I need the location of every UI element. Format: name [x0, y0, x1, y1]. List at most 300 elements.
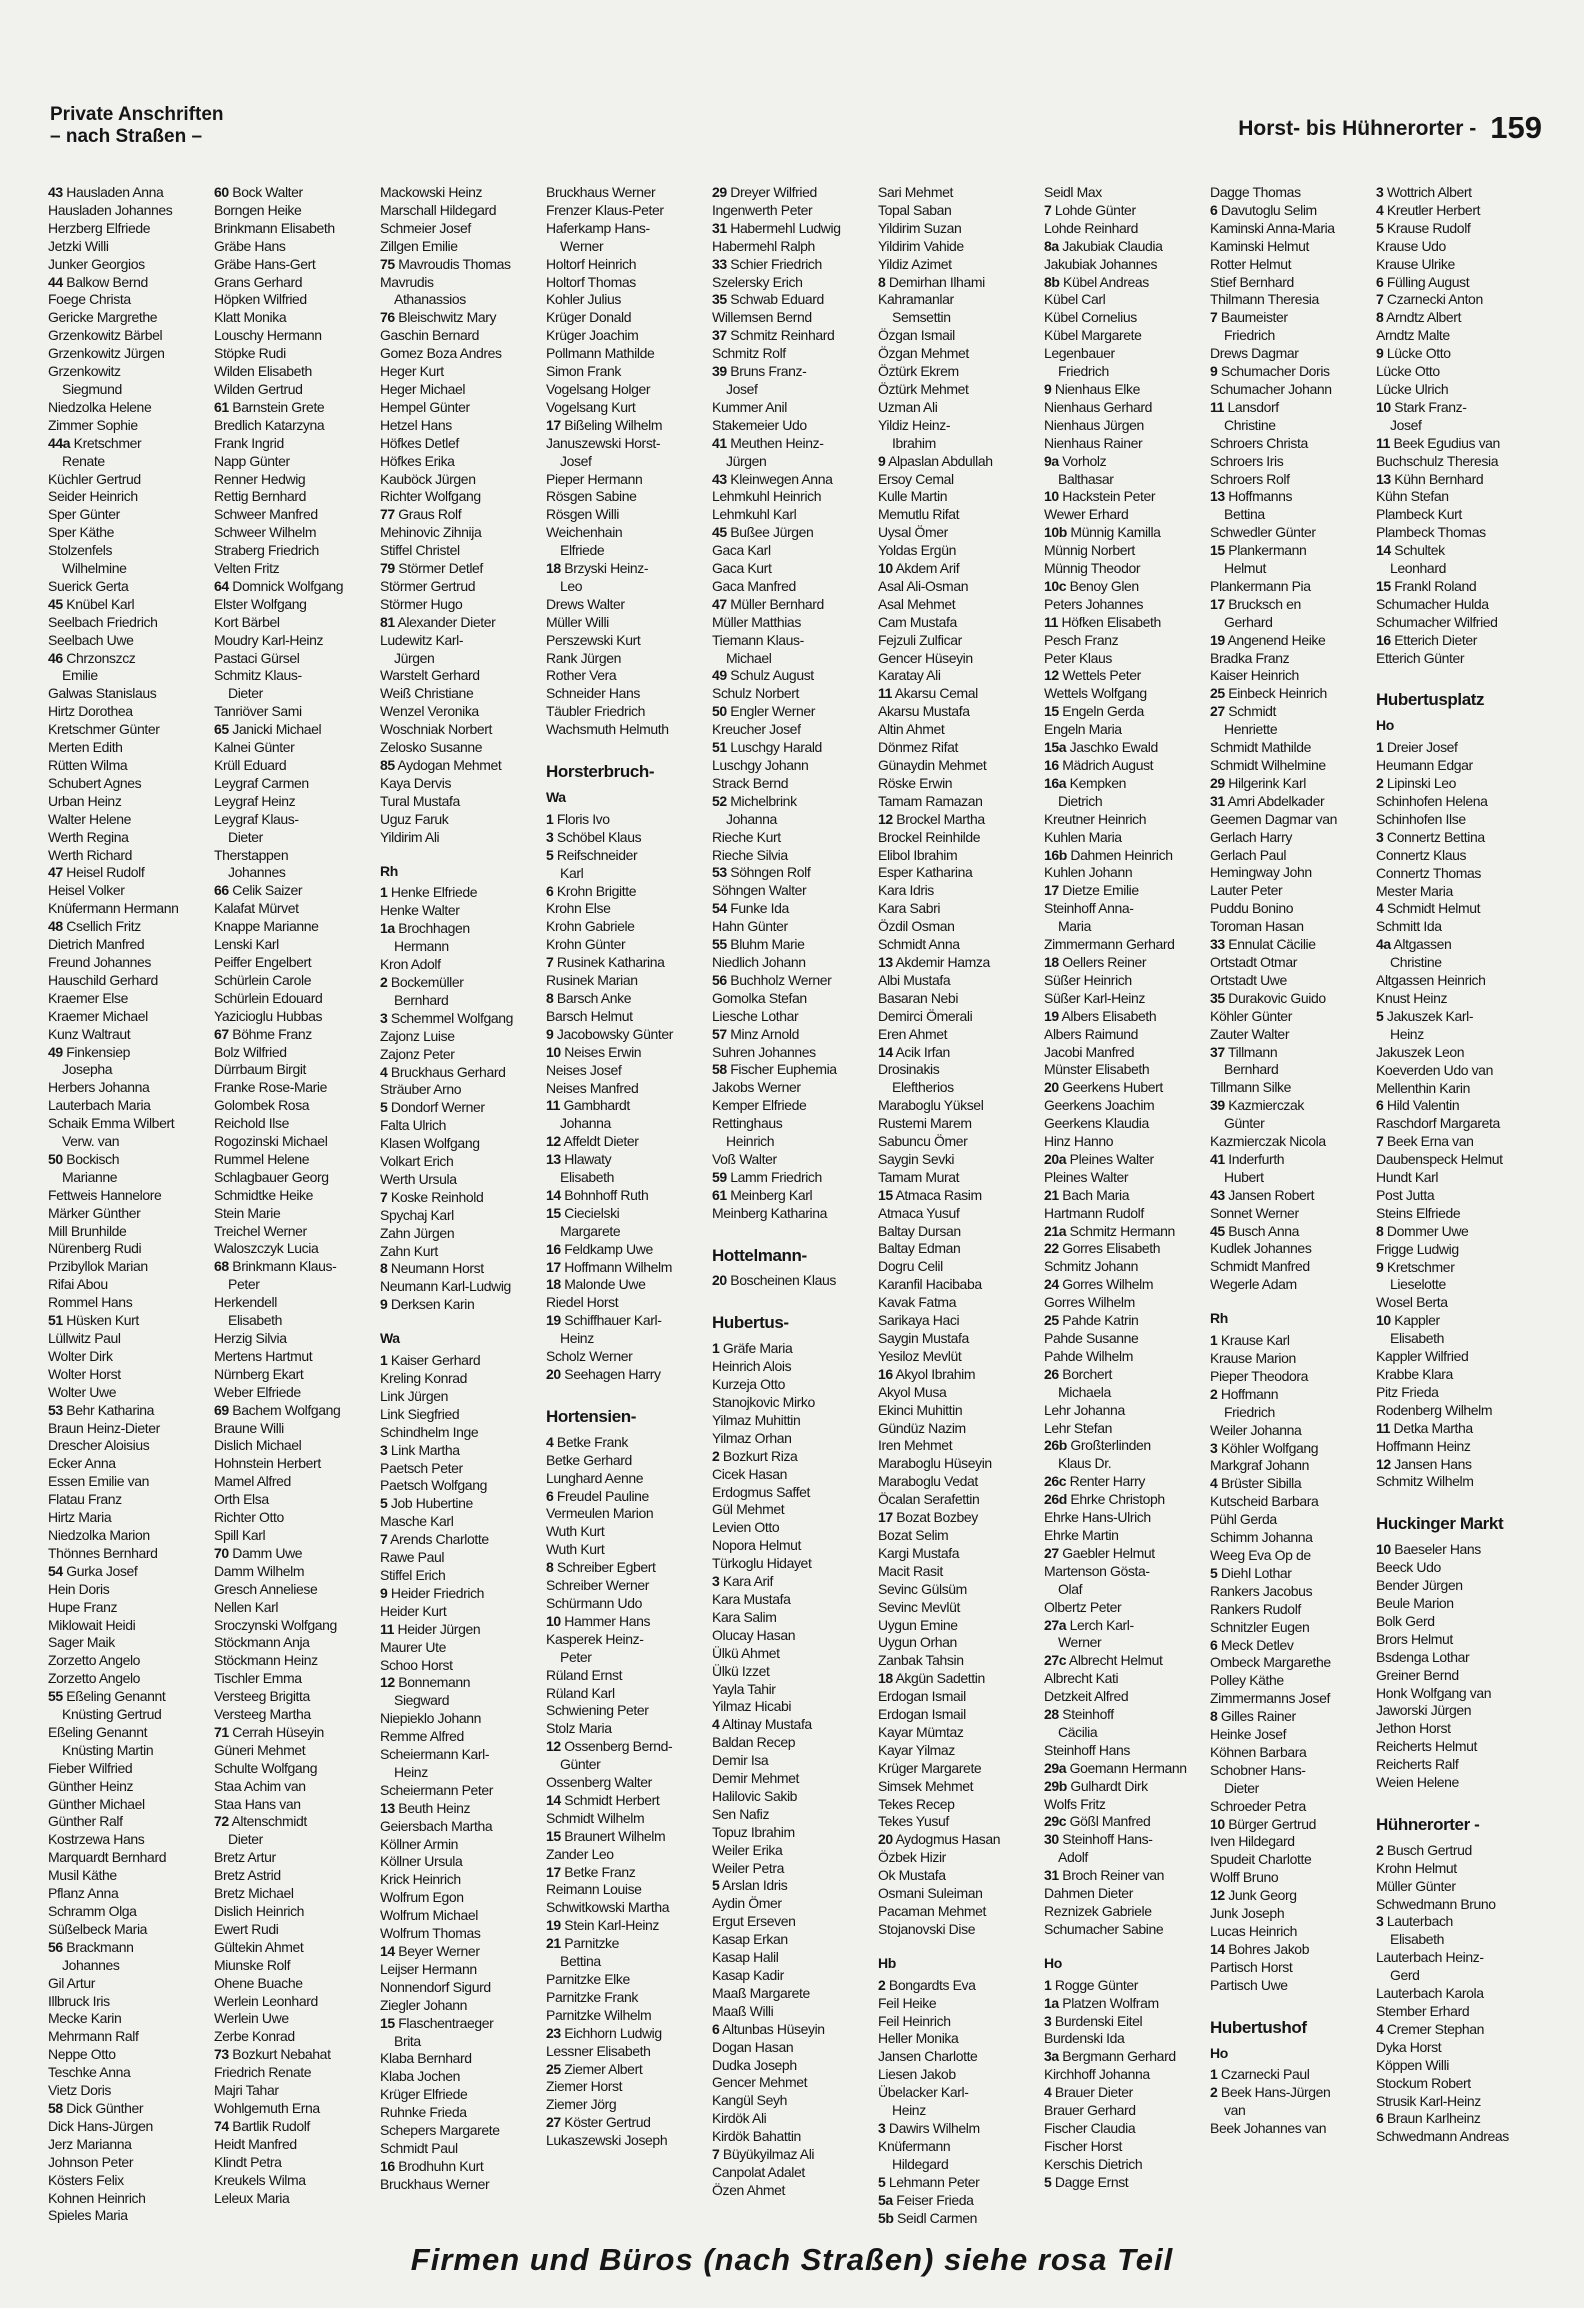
house-number: 21: [546, 1935, 561, 1952]
house-number: 41: [712, 434, 727, 451]
resident-entry: 28 Steinhoff: [1044, 1706, 1114, 1723]
resident-entry: Saygin Sevki: [878, 1150, 955, 1167]
resident-entry: Essen Emilie van: [48, 1473, 149, 1490]
resident-entry: Hundt Karl: [1376, 1169, 1439, 1186]
house-number: 6: [712, 2020, 720, 2037]
resident-entry: 29c Gößl Manfred: [1044, 1813, 1151, 1830]
resident-entry: Albers Raimund: [1044, 1025, 1138, 1042]
resident-entry: Stiffel Erich: [380, 1566, 446, 1583]
resident-entry: 11 Beek Egudius van: [1376, 434, 1500, 451]
house-number: 2: [1376, 1841, 1384, 1858]
resident-entry: 9 Schumacher Doris: [1210, 363, 1330, 380]
resident-entry: Iren Mehmet: [878, 1437, 953, 1454]
resident-entry: Gil Artur: [48, 1974, 95, 1991]
resident-entry: Illbruck Iris: [48, 1992, 110, 2009]
house-number: 73: [214, 2046, 229, 2063]
house-number: 8: [546, 1559, 554, 1576]
house-number: 8: [1376, 1222, 1384, 1239]
resident-entry: 56 Brackmann: [48, 1938, 134, 1955]
resident-entry: 20 Aydogmus Hasan: [878, 1831, 1001, 1848]
spacer: [712, 1223, 878, 1233]
resident-entry: Weichenhain: [546, 524, 623, 541]
resident-entry: Parnitzke Elke: [546, 1971, 630, 1987]
house-number: 66: [214, 882, 229, 899]
house-number: 5: [712, 1877, 720, 1894]
directory-column: [878, 184, 1044, 2226]
resident-entry: Lenski Karl: [214, 936, 279, 953]
resident-entry: Heinrich Alois: [712, 1358, 792, 1375]
resident-entry: Grzenkowitz Jürgen: [48, 345, 165, 362]
resident-entry: Hein Doris: [48, 1580, 110, 1597]
resident-entry: Dahmen Dieter: [1044, 1885, 1133, 1902]
resident-entry: Borngen Heike: [214, 201, 302, 218]
resident-entry: Akarsu Mustafa: [878, 703, 970, 720]
entry-continuation: Friedrich: [1058, 363, 1109, 380]
resident-entry: Rüland Karl: [546, 1684, 615, 1701]
resident-entry: Krohn Else: [546, 900, 611, 917]
resident-entry: Hauschild Gerhard: [48, 971, 158, 988]
resident-entry: 15 Plankermann: [1210, 542, 1307, 559]
house-number: 21: [1044, 1186, 1059, 1203]
house-number: 12: [878, 810, 893, 827]
house-number: 8: [1210, 1708, 1218, 1725]
house-number: 4: [712, 1716, 720, 1733]
resident-entry: 47 Müller Bernhard: [712, 595, 824, 612]
resident-entry: Sper Käthe: [48, 524, 115, 541]
resident-entry: Zajonz Luise: [380, 1027, 455, 1044]
entry-continuation: Renate: [62, 452, 105, 469]
resident-entry: Kübel Margarete: [1044, 327, 1142, 344]
resident-entry: Zanbak Tahsin: [878, 1652, 964, 1669]
resident-entry: Frank Ingrid: [214, 434, 284, 451]
resident-entry: Pieper Theodora: [1210, 1367, 1309, 1384]
house-number: 25: [1044, 1312, 1059, 1329]
resident-entry: Rösgen Sabine: [546, 488, 637, 505]
spacer: [878, 1939, 1044, 1949]
resident-entry: Kara Sabri: [878, 900, 941, 917]
resident-entry: 45 Knübel Karl: [48, 595, 135, 612]
resident-entry: Günther Heinz: [48, 1777, 134, 1794]
resident-entry: 15 Braunert Wilhelm: [546, 1827, 666, 1844]
resident-entry: 10b Münnig Kamilla: [1044, 524, 1161, 541]
house-number: 49: [48, 1043, 63, 1060]
entry-continuation: van: [1224, 2102, 1246, 2119]
house-number: 44: [48, 273, 63, 290]
house-number: 55: [712, 936, 727, 953]
resident-entry: Werlein Leonhard: [214, 1992, 318, 2009]
resident-entry: Hetzel Hans: [380, 416, 452, 433]
house-number: 10: [546, 1612, 561, 1629]
resident-entry: Link Siegfried: [380, 1405, 460, 1422]
resident-entry: Zahn Jürgen: [380, 1224, 455, 1241]
house-number: 20: [546, 1366, 561, 1382]
resident-entry: Ombeck Margarethe: [1210, 1654, 1331, 1671]
resident-entry: Wilden Elisabeth: [214, 363, 312, 380]
resident-entry: Stiffel Christel: [380, 542, 460, 559]
resident-entry: Zahn Kurt: [380, 1242, 438, 1259]
resident-entry: Spudeit Charlotte: [1210, 1851, 1312, 1868]
resident-entry: 3 Dawirs Wilhelm: [878, 2119, 980, 2136]
resident-entry: Urban Heinz: [48, 792, 122, 809]
resident-entry: Peter Klaus: [1044, 649, 1112, 666]
house-number: 16b: [1044, 846, 1067, 863]
resident-entry: 15 Ciecielski: [546, 1204, 620, 1221]
house-number: 14: [1210, 1940, 1225, 1957]
resident-entry: Brinkmann Elisabeth: [214, 219, 335, 236]
resident-entry: Jethon Horst: [1376, 1720, 1451, 1737]
resident-entry: Hirtz Dorothea: [48, 703, 133, 720]
entry-continuation: Jürgen: [726, 452, 767, 469]
resident-entry: 11 Akarsu Cemal: [878, 685, 978, 702]
entry-continuation: Josef: [726, 380, 758, 397]
house-number: 9: [546, 1025, 554, 1042]
house-number: 25: [546, 2060, 561, 2077]
entry-continuation: Johannes: [62, 1956, 120, 1973]
house-number: 31: [712, 219, 727, 236]
resident-entry: Schneider Hans: [546, 685, 641, 702]
resident-entry: 7 Lohde Günter: [1044, 201, 1136, 218]
house-number: 43: [48, 184, 63, 200]
resident-entry: Gerlach Paul: [1210, 846, 1287, 863]
house-number: 8b: [1044, 273, 1060, 290]
entry-continuation: Christine: [1224, 416, 1276, 433]
house-number: 1: [380, 884, 388, 901]
house-number: 11: [878, 685, 892, 702]
resident-entry: 4 Kreutler Herbert: [1376, 201, 1481, 218]
entry-continuation: Gerhard: [1224, 613, 1273, 630]
district-code: Hb: [878, 1954, 896, 1971]
resident-entry: 9 Lücke Otto: [1376, 345, 1451, 362]
resident-entry: Krüll Eduard: [214, 757, 287, 773]
street-heading: Hubertusplatz: [1376, 690, 1485, 710]
resident-entry: Süßer Heinrich: [1044, 971, 1132, 988]
resident-entry: Fischer Horst: [1044, 2137, 1123, 2154]
resident-entry: Frenzer Klaus-Peter: [546, 201, 664, 218]
resident-entry: Weien Helene: [1376, 1774, 1459, 1791]
resident-entry: Kirchhoff Johanna: [1044, 2066, 1150, 2083]
resident-entry: Markgraf Johann: [1210, 1457, 1310, 1474]
resident-entry: Kunz Waltraut: [48, 1025, 131, 1042]
resident-entry: Bozat Selim: [878, 1526, 949, 1543]
resident-entry: Jetzki Willi: [48, 237, 109, 254]
resident-entry: Schinhofen Helena: [1376, 793, 1488, 809]
house-number: 18: [1044, 953, 1059, 970]
house-number: 33: [1210, 936, 1225, 953]
house-number: 27: [1044, 1544, 1059, 1561]
resident-entry: Yoldas Ergün: [878, 542, 956, 559]
resident-entry: Elster Wolfgang: [214, 595, 307, 612]
house-number: 5: [1044, 2173, 1052, 2190]
resident-entry: Scheiermann Karl-: [380, 1746, 490, 1763]
resident-entry: 9 Alpaslan Abdullah: [878, 452, 993, 469]
resident-entry: Ludewitz Karl-: [380, 631, 464, 648]
resident-entry: Schwitkowski Martha: [546, 1899, 670, 1916]
resident-entry: Herkendell: [214, 1294, 277, 1311]
resident-entry: Kühn Stefan: [1376, 488, 1449, 505]
house-number: 43: [1210, 1186, 1225, 1203]
resident-entry: Topal Saban: [878, 201, 952, 218]
entry-continuation: Cäcilia: [1058, 1723, 1098, 1740]
resident-entry: Polley Käthe: [1210, 1672, 1284, 1689]
resident-entry: Köllner Armin: [380, 1835, 459, 1852]
resident-entry: 6 Fülling August: [1376, 273, 1470, 290]
resident-entry: Spill Karl: [214, 1526, 266, 1543]
resident-entry: 33 Ennulat Cäcilie: [1210, 936, 1316, 953]
resident-entry: Köllner Ursula: [380, 1853, 463, 1870]
resident-entry: Kaiser Heinrich: [1210, 667, 1299, 684]
resident-entry: Kohler Julius: [546, 291, 621, 308]
resident-entry: 4 Schmidt Helmut: [1376, 900, 1481, 917]
house-number: 48: [48, 918, 63, 935]
resident-entry: Maaß Margarete: [712, 1984, 810, 2001]
resident-entry: Zimmer Sophie: [48, 416, 138, 433]
resident-entry: 26d Ehrke Christoph: [1044, 1491, 1165, 1508]
resident-entry: Raschdorf Margareta: [1376, 1115, 1500, 1132]
resident-entry: Galwas Stanislaus: [48, 685, 157, 702]
resident-entry: Kara Idris: [878, 882, 934, 899]
resident-entry: Suhren Johannes: [712, 1043, 816, 1060]
resident-entry: 71 Cerrah Hüseyin: [214, 1723, 324, 1740]
resident-entry: 5 Arslan Idris: [712, 1877, 788, 1894]
resident-entry: 19 Albers Elisabeth: [1044, 1007, 1157, 1024]
resident-entry: Dönmez Rifat: [878, 739, 959, 756]
resident-entry: Öcalan Serafettin: [878, 1491, 980, 1508]
resident-entry: Bolk Gerd: [1376, 1612, 1435, 1629]
entry-continuation: Bernhard: [394, 991, 449, 1008]
resident-entry: Friedrich Renate: [214, 2064, 312, 2081]
entry-continuation: Knüsting Gertrud: [62, 1706, 162, 1723]
house-number: 27c: [1044, 1652, 1067, 1669]
house-number: 15: [1210, 542, 1225, 559]
resident-entry: 31 Habermehl Ludwig: [712, 219, 841, 236]
resident-entry: 46 Chrzonszcz: [48, 649, 136, 666]
resident-entry: Kasap Erkan: [712, 1931, 788, 1948]
house-number: 26c: [1044, 1473, 1067, 1490]
resident-entry: Altin Ahmet: [878, 721, 945, 738]
resident-entry: Dudka Joseph: [712, 2056, 797, 2073]
spacer: [380, 1314, 546, 1324]
resident-entry: Krohn Gabriele: [546, 918, 635, 935]
entry-continuation: Siegmund: [62, 380, 122, 397]
entry-continuation: Ibrahim: [892, 434, 936, 451]
resident-entry: Marschall Hildegard: [380, 201, 497, 218]
resident-entry: 17 Brucksch en: [1210, 595, 1301, 612]
house-number: 5a: [878, 2191, 893, 2208]
house-number: 7: [380, 1531, 388, 1548]
resident-entry: Höpken Wilfried: [214, 291, 307, 308]
resident-entry: Daubenspeck Helmut: [1376, 1151, 1503, 1168]
resident-entry: 43 Jansen Robert: [1210, 1186, 1315, 1203]
entry-continuation: Elisabeth: [1390, 1931, 1444, 1948]
entry-continuation: Elisabeth: [560, 1169, 614, 1186]
resident-entry: Schepers Margarete: [380, 2122, 500, 2139]
resident-entry: Röske Erwin: [878, 774, 953, 791]
resident-entry: Schweer Wilhelm: [214, 524, 317, 541]
resident-entry: Uguz Faruk: [380, 810, 449, 827]
house-number: 26d: [1044, 1491, 1067, 1508]
resident-entry: Macit Rasit: [878, 1562, 943, 1579]
resident-entry: 25 Einbeck Heinrich: [1210, 685, 1327, 702]
resident-entry: 21 Parnitzke: [546, 1935, 620, 1952]
house-number: 20a: [1044, 1150, 1067, 1167]
entry-continuation: Dieter: [1224, 1779, 1259, 1796]
resident-entry: Ortstadt Uwe: [1210, 971, 1287, 988]
house-number: 69: [214, 1401, 229, 1418]
house-number: 76: [380, 309, 395, 326]
resident-entry: Junk Joseph: [1210, 1905, 1285, 1922]
house-number: 19: [1044, 1007, 1059, 1024]
resident-entry: Ülkü Izzet: [712, 1662, 770, 1679]
resident-entry: Rieche Silvia: [712, 846, 788, 863]
resident-entry: 69 Bachem Wolfgang: [214, 1401, 341, 1418]
resident-entry: Krüger Donald: [546, 309, 632, 326]
house-number: 5: [1210, 1564, 1218, 1581]
resident-entry: Junker Georgios: [48, 255, 145, 272]
resident-entry: Müller Matthias: [712, 613, 801, 630]
resident-entry: Kreucher Josef: [712, 721, 801, 738]
resident-entry: 54 Gurka Josef: [48, 1562, 138, 1579]
entry-continuation: Christine: [1390, 954, 1442, 971]
resident-entry: Ohene Buache: [214, 1974, 303, 1991]
resident-entry: Napp Günter: [214, 452, 290, 469]
entry-continuation: Verw. van: [62, 1133, 120, 1150]
spacer: [546, 739, 712, 749]
resident-entry: Pahde Wilhelm: [1044, 1347, 1133, 1364]
resident-entry: Miklowait Heidi: [48, 1616, 136, 1633]
resident-entry: Eren Ahmet: [878, 1025, 948, 1042]
entry-continuation: Knüsting Martin: [62, 1741, 154, 1758]
resident-entry: Uygun Orhan: [878, 1634, 957, 1651]
entry-continuation: Adolf: [1058, 1849, 1088, 1866]
resident-entry: Krick Heinrich: [380, 1871, 461, 1888]
house-number: 11: [546, 1097, 560, 1114]
resident-entry: Karatay Ali: [878, 667, 941, 684]
resident-entry: Tiemann Klaus-: [712, 631, 804, 648]
street-heading: Hühnerorter -: [1376, 1814, 1480, 1834]
resident-entry: Kayar Mümtaz: [878, 1723, 964, 1740]
entry-continuation: Günter: [1224, 1115, 1265, 1132]
resident-entry: 16b Dahmen Heinrich: [1044, 846, 1173, 863]
resident-entry: Louschy Hermann: [214, 327, 322, 344]
house-number: 7: [712, 2146, 720, 2163]
entry-continuation: Bettina: [1224, 506, 1265, 523]
resident-entry: 18 Malonde Uwe: [546, 1276, 646, 1293]
house-number: 13: [1376, 470, 1391, 487]
resident-entry: 65 Janicki Michael: [214, 721, 322, 738]
house-number: 29: [1210, 774, 1225, 791]
resident-entry: Sarikaya Haci: [878, 1312, 960, 1329]
resident-entry: 10 Akdem Arif: [878, 560, 960, 577]
house-number: 3: [1044, 2012, 1052, 2029]
resident-entry: Gomez Boza Andres: [380, 345, 502, 362]
resident-entry: 8a Jakubiak Claudia: [1044, 237, 1163, 254]
resident-entry: Golombek Rosa: [214, 1097, 310, 1114]
resident-entry: 10 Hackstein Peter: [1044, 488, 1156, 505]
house-number: 3: [878, 2119, 886, 2136]
resident-entry: 11 Heider Jürgen: [380, 1620, 481, 1637]
resident-entry: 19 Schiffhauer Karl-: [546, 1312, 662, 1329]
resident-entry: Kummer Anil: [712, 398, 787, 415]
house-number: 31: [1210, 792, 1225, 809]
house-number: 10: [1376, 398, 1391, 415]
resident-entry: 14 Schultek: [1376, 542, 1445, 559]
house-number: 7: [1376, 291, 1384, 308]
resident-entry: Peiffer Engelbert: [214, 953, 312, 970]
resident-entry: Vietz Doris: [48, 2082, 112, 2099]
resident-entry: Schroers Christa: [1210, 434, 1308, 451]
resident-entry: 3 Köhler Wolfgang: [1210, 1439, 1319, 1456]
resident-entry: Bruckhaus Werner: [380, 2175, 490, 2192]
resident-entry: Rustemi Marem: [878, 1115, 972, 1132]
directory-column: [380, 184, 546, 2214]
resident-entry: Schmitz Klaus-: [214, 667, 302, 684]
resident-entry: Kasperek Heinz-: [546, 1630, 644, 1647]
house-number: 6: [546, 882, 554, 899]
resident-entry: Erdogmus Saffet: [712, 1483, 811, 1500]
house-number: 43: [712, 470, 727, 487]
resident-entry: Drews Dagmar: [1210, 345, 1299, 362]
resident-entry: Münnig Theodor: [1044, 560, 1141, 577]
resident-entry: Rodenberg Wilhelm: [1376, 1401, 1493, 1418]
resident-entry: Uysal Ömer: [878, 524, 948, 541]
resident-entry: Volkart Erich: [380, 1153, 454, 1170]
house-number: 61: [214, 398, 229, 415]
resident-entry: Ok Mustafa: [878, 1867, 946, 1884]
resident-entry: Öztürk Ekrem: [878, 363, 959, 380]
resident-entry: Tanriöver Sami: [214, 703, 302, 720]
resident-entry: 33 Schier Friedrich: [712, 255, 822, 272]
section-title-line2: – nach Straßen –: [50, 126, 203, 147]
resident-entry: Martenson Gösta-: [1044, 1562, 1150, 1579]
resident-entry: Seider Heinrich: [48, 488, 138, 505]
house-number: 15: [380, 2014, 395, 2031]
resident-entry: 39 Kazmierczak: [1210, 1097, 1305, 1114]
spacer: [1044, 1939, 1210, 1949]
house-number: 12: [1044, 667, 1059, 684]
resident-entry: 61 Barnstein Grete: [214, 398, 325, 415]
resident-entry: Knüfermann Hermann: [48, 900, 179, 917]
resident-entry: Atmaca Yusuf: [878, 1204, 960, 1221]
resident-entry: Dürrbaum Birgit: [214, 1061, 307, 1078]
resident-entry: Jansen Charlotte: [878, 2048, 978, 2065]
resident-entry: Jacobi Manfred: [1044, 1043, 1135, 1060]
entry-continuation: Heinrich: [726, 1133, 775, 1150]
resident-entry: 7 Rusinek Katharina: [546, 954, 665, 971]
house-number: 11: [1044, 613, 1058, 630]
resident-entry: Heumann Edgar: [1376, 757, 1473, 774]
house-number: 14: [1376, 542, 1391, 559]
resident-entry: Scholz Werner: [546, 1348, 633, 1365]
resident-entry: Dagge Thomas: [1210, 184, 1301, 200]
resident-entry: Leleux Maria: [214, 2189, 290, 2206]
entry-continuation: Werner: [560, 237, 604, 254]
house-number: 1a: [1044, 1994, 1059, 2011]
resident-entry: Orth Elsa: [214, 1491, 269, 1508]
house-number: 51: [48, 1312, 63, 1329]
resident-entry: 79 Störmer Detlef: [380, 560, 483, 577]
resident-entry: Staa Achim van: [214, 1777, 306, 1794]
resident-entry: Richter Wolfgang: [380, 488, 481, 505]
house-number: 7: [380, 1188, 388, 1205]
resident-entry: Ziemer Jörg: [546, 2096, 617, 2113]
resident-entry: Lehr Stefan: [1044, 1419, 1112, 1436]
resident-entry: Köhnen Barbara: [1210, 1743, 1307, 1760]
resident-entry: 8 Arndtz Albert: [1376, 309, 1462, 326]
house-number: 27: [546, 2114, 561, 2131]
resident-entry: Schobner Hans-: [1210, 1761, 1306, 1778]
resident-entry: Asal Ali-Osman: [878, 577, 969, 594]
house-number: 10: [1376, 1312, 1391, 1329]
